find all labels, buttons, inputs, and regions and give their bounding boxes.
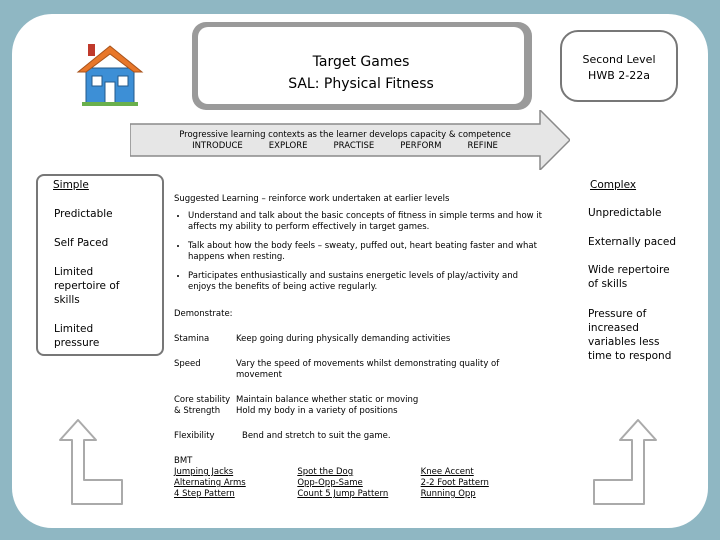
bmt-heading: BMT bbox=[174, 456, 193, 466]
stage-list bbox=[140, 141, 550, 152]
core-key bbox=[174, 395, 236, 417]
bmt-list bbox=[174, 467, 544, 500]
stage-explore: EXPLORE bbox=[268, 141, 308, 151]
demo-value: Bend and stretch to suit the game. bbox=[242, 431, 391, 441]
return-arrow-right-icon[interactable] bbox=[590, 418, 658, 510]
right-item-wide-repertoire: Wide repertoire of skills bbox=[588, 264, 670, 290]
bmt-item: Opp-Opp-Same bbox=[297, 478, 363, 488]
bmt-item: Count 5 Jump Pattern bbox=[297, 489, 389, 499]
core-key-line-2: & Strength bbox=[174, 406, 221, 416]
bmt-item: Jumping Jacks bbox=[174, 467, 234, 477]
bmt-column bbox=[297, 467, 420, 500]
stage-perform: PERFORM bbox=[400, 141, 442, 151]
demo-key: Flexibility bbox=[174, 431, 215, 441]
core-value bbox=[236, 395, 418, 417]
bullet-item: • Understand and talk about the basic concepts of fitness in simple terms and how it affects my ability to perform effectively in target games. bbox=[188, 211, 544, 233]
bmt-item: 4 Step Pattern bbox=[174, 489, 235, 499]
left-item-limited-repertoire: Limited repertoire of skills bbox=[54, 266, 120, 306]
house-icon[interactable] bbox=[76, 42, 144, 108]
right-item-externally-paced: Externally paced bbox=[588, 236, 677, 248]
title-line-2: SAL: Physical Fitness bbox=[288, 76, 434, 92]
level-box bbox=[560, 30, 678, 102]
suggested-learning bbox=[174, 194, 544, 500]
return-arrow-left-icon[interactable] bbox=[58, 418, 126, 510]
demonstrate-heading: Demonstrate: bbox=[174, 309, 233, 319]
bmt-item: Running Opp bbox=[420, 489, 476, 499]
right-item-unpredictable: Unpredictable bbox=[588, 207, 662, 219]
demo-row-stamina bbox=[174, 334, 544, 345]
left-item-predictable: Predictable bbox=[54, 208, 113, 220]
stage-refine: REFINE bbox=[467, 141, 498, 151]
demo-row-flexibility bbox=[174, 431, 544, 442]
bmt-column bbox=[174, 467, 297, 500]
title-box bbox=[198, 27, 524, 104]
complex-heading: Complex bbox=[590, 179, 637, 191]
left-item-limited-pressure: Limited pressure bbox=[54, 323, 100, 349]
demo-key: Speed bbox=[174, 359, 201, 369]
stage-practise: PRACTISE bbox=[333, 141, 375, 151]
bmt-item: Alternating Arms bbox=[174, 478, 246, 488]
core-key-line-1: Core stability bbox=[174, 395, 231, 405]
left-item-self-paced: Self Paced bbox=[54, 237, 109, 249]
title-line-1: Target Games bbox=[312, 54, 410, 70]
demo-value: Vary the speed of movements whilst demonstrating quality of movement bbox=[236, 359, 500, 380]
banner-text: Progressive learning contexts as the learner develops capacity & competence bbox=[179, 130, 511, 140]
stage-introduce: INTRODUCE bbox=[192, 141, 243, 151]
demo-key: Stamina bbox=[174, 334, 210, 344]
bullet-item: • Talk about how the body feels – sweaty, puffed out, heart beating faster and what happens when resting. bbox=[188, 241, 544, 263]
demo-row-speed bbox=[174, 359, 544, 381]
demo-value: Keep going during physically demanding activities bbox=[236, 334, 451, 344]
right-item-pressure: Pressure of increased variables less time to respond bbox=[588, 308, 672, 362]
bmt-item: Spot the Dog bbox=[297, 467, 354, 477]
demo-row-core bbox=[174, 395, 544, 417]
learning-bullets bbox=[174, 211, 544, 293]
bmt-item: Knee Accent bbox=[420, 467, 474, 477]
bmt-column bbox=[421, 467, 544, 500]
core-value-line-1: Maintain balance whether static or moving bbox=[236, 395, 419, 405]
level-line-2: HWB 2-22a bbox=[588, 69, 650, 82]
level-line-1: Second Level bbox=[582, 53, 656, 66]
title-frame bbox=[192, 22, 532, 110]
simple-heading: Simple bbox=[53, 179, 89, 191]
bmt-item: 2-2 Foot Pattern bbox=[420, 478, 489, 488]
bullet-item: • Participates enthusiastically and sustains energetic levels of play/activity and enjoys the benefits of being active regularly. bbox=[188, 271, 544, 293]
progression-banner bbox=[140, 130, 550, 152]
intro-text: Suggested Learning – reinforce work undertaken at earlier levels bbox=[174, 194, 450, 204]
core-value-line-2: Hold my body in a variety of positions bbox=[236, 406, 398, 416]
